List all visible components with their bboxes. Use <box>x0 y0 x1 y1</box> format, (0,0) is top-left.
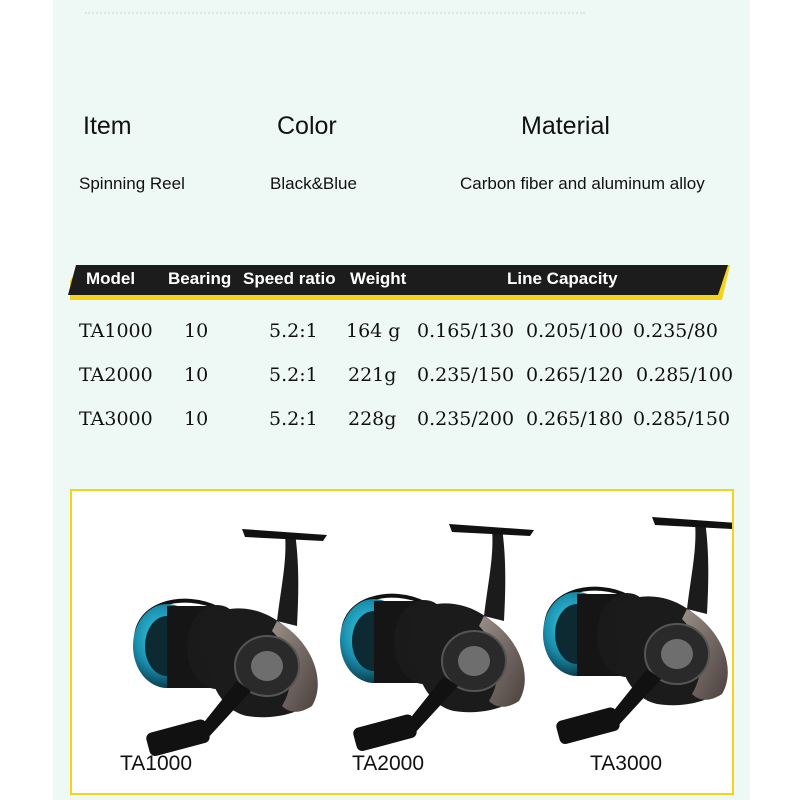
table-cell-bearing: 10 <box>184 364 209 386</box>
table-cell-capacity: 0.165/130 <box>417 320 515 342</box>
reel-ta3000-image <box>543 517 734 745</box>
item-heading: Item <box>83 112 132 140</box>
table-cell-capacity: 0.235/80 <box>633 320 718 342</box>
top-divider <box>85 12 585 14</box>
table-cell-ratio: 5.2:1 <box>269 364 318 386</box>
table-cell-ratio: 5.2:1 <box>269 408 318 430</box>
table-cell-capacity: 0.235/200 <box>417 408 515 430</box>
photo-label-ta3000: TA3000 <box>590 752 662 775</box>
bearing-column-header: Bearing <box>168 269 232 288</box>
item-value: Spinning Reel <box>79 174 185 193</box>
line-capacity-column-header: Line Capacity <box>507 269 618 288</box>
table-cell-model: TA1000 <box>79 320 153 342</box>
table-cell-bearing: 10 <box>184 320 209 342</box>
table-cell-weight: 221g <box>348 364 397 386</box>
table-cell-capacity: 0.285/100 <box>636 364 734 386</box>
photo-label-ta2000: TA2000 <box>352 752 424 775</box>
table-cell-bearing: 10 <box>184 408 209 430</box>
model-column-header: Model <box>86 269 136 288</box>
speed-ratio-column-header: Speed ratio <box>243 269 336 288</box>
table-cell-capacity: 0.265/120 <box>526 364 624 386</box>
material-heading: Material <box>521 112 610 140</box>
reel-ta1000-image <box>133 529 327 757</box>
weight-column-header: Weight <box>350 269 407 288</box>
table-cell-ratio: 5.2:1 <box>269 320 318 342</box>
table-cell-capacity: 0.235/150 <box>417 364 515 386</box>
color-value: Black&Blue <box>270 174 357 193</box>
color-heading: Color <box>277 112 337 140</box>
table-cell-weight: 228g <box>348 408 397 430</box>
table-cell-capacity: 0.285/150 <box>633 408 731 430</box>
reels-illustration <box>72 491 734 795</box>
table-cell-capacity: 0.265/180 <box>526 408 624 430</box>
reel-ta2000-image <box>340 524 534 752</box>
material-value: Carbon fiber and aluminum alloy <box>460 174 705 193</box>
table-cell-model: TA3000 <box>79 408 153 430</box>
product-photo <box>70 489 734 795</box>
photo-label-ta1000: TA1000 <box>120 752 192 775</box>
table-cell-model: TA2000 <box>79 364 153 386</box>
table-cell-weight: 164 g <box>346 320 401 342</box>
table-cell-capacity: 0.205/100 <box>526 320 624 342</box>
